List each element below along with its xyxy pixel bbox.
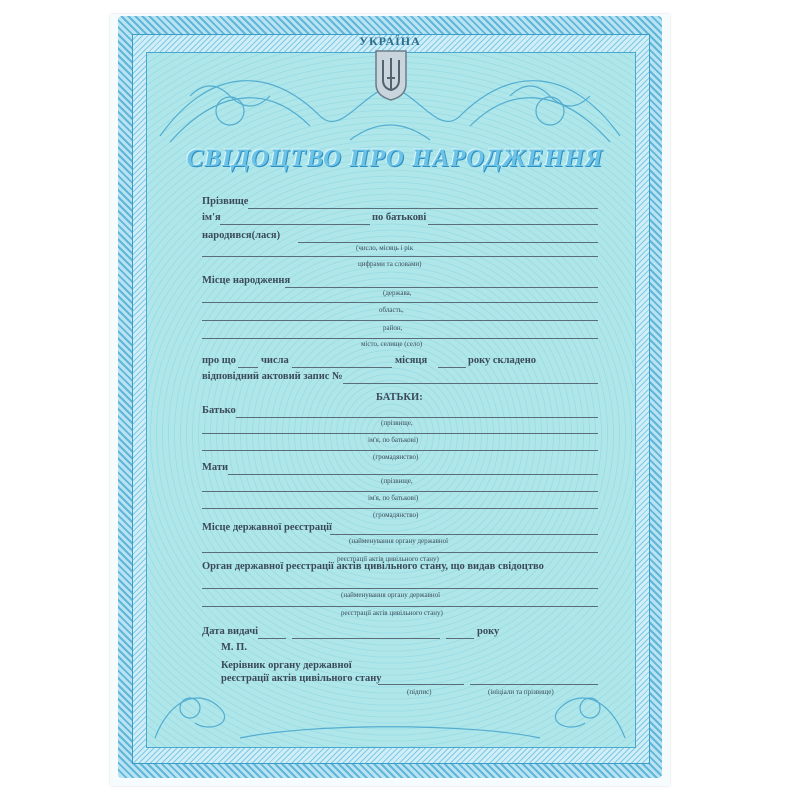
year-made-label: року складено [468, 355, 536, 366]
issue-month-line[interactable] [292, 638, 440, 639]
about-label: про що [202, 355, 236, 366]
initials-hint: (ініціали та прізвище) [488, 688, 554, 696]
birthplace-hint-region: область, [379, 306, 404, 314]
reg-place-hint-2: реєстрації актів цивільного стану) [337, 555, 439, 563]
signature-line[interactable] [378, 684, 464, 685]
birthplace-line-4[interactable] [202, 338, 598, 339]
surname-label: Прізвище [202, 196, 249, 207]
issue-year-line[interactable] [446, 638, 474, 639]
issue-day-line[interactable] [258, 638, 286, 639]
issuer-line-2[interactable] [202, 606, 598, 607]
father-hint-name: ім'я, по батькові) [368, 436, 419, 444]
stamp-label: М. П. [221, 642, 247, 653]
month-label: місяця [395, 355, 428, 366]
birthplace-hint-city: місто, селище (село) [361, 340, 423, 348]
trident-emblem-icon [373, 48, 409, 102]
signature-hint: (підпис) [407, 688, 432, 696]
mother-hint-surname: (прізвище, [381, 477, 413, 485]
day-line[interactable] [292, 367, 392, 368]
born-line[interactable] [298, 242, 598, 243]
year-label: року [477, 626, 500, 637]
issuer-label: Орган державної реєстрації актів цивільного стану, що видав свідоцтво [202, 561, 544, 572]
day-label: числа [261, 355, 289, 366]
birthplace-line[interactable] [285, 287, 598, 288]
reg-place-line[interactable] [330, 534, 598, 535]
issuer-hint: (найменування органу державної [341, 591, 441, 599]
mother-line[interactable] [228, 474, 598, 475]
father-hint-surname: (прізвище, [381, 419, 413, 427]
birthplace-line-2[interactable] [202, 302, 598, 303]
mother-hint-name: ім'я, по батькові) [368, 494, 419, 502]
born-label: народився(лася) [202, 230, 281, 241]
issue-date-label: Дата видачі [202, 626, 259, 637]
about-line[interactable] [238, 367, 258, 368]
patronymic-label: по батькові [372, 212, 427, 223]
parents-heading: БАТЬКИ: [376, 392, 423, 403]
birthplace-label: Місце народження [202, 275, 291, 286]
mother-label: Мати [202, 462, 229, 473]
birthplace-line-3[interactable] [202, 320, 598, 321]
surname-line[interactable] [248, 208, 598, 209]
name-line[interactable] [220, 224, 370, 225]
document-title: СВІДОЦТВО ПРО НАРОДЖЕННЯ [186, 145, 604, 172]
reg-place-line-2[interactable] [202, 552, 598, 553]
birthplace-hint-district: район, [383, 324, 403, 332]
reg-place-label: Місце державної реєстрації [202, 522, 332, 533]
month-line[interactable] [438, 367, 466, 368]
mother-hint-citizen: (громадянство) [373, 511, 419, 519]
name-label: ім'я [202, 212, 221, 223]
father-line-2[interactable] [202, 433, 598, 434]
act-record-line[interactable] [343, 383, 598, 384]
initials-line[interactable] [470, 684, 598, 685]
father-line-3[interactable] [202, 450, 598, 451]
head-label-1: Керівник органу державної [221, 660, 352, 671]
born-line-2[interactable] [202, 256, 598, 257]
father-line[interactable] [236, 417, 598, 418]
patronymic-line[interactable] [428, 224, 598, 225]
head-label-2: реєстрації актів цивільного стану [221, 673, 382, 684]
issuer-hint-2: реєстрації актів цивільного стану) [341, 609, 443, 617]
birthplace-hint-state: (держава, [383, 289, 412, 297]
issuer-line[interactable] [202, 588, 598, 589]
father-hint-citizen: (громадянство) [373, 453, 419, 461]
born-hint-2: цифрами та словами) [358, 260, 422, 268]
country-name: УКРАЇНА [359, 34, 421, 48]
mother-line-3[interactable] [202, 508, 598, 509]
mother-line-2[interactable] [202, 491, 598, 492]
father-label: Батько [202, 405, 236, 416]
act-record-label: відповідний актовий запис № [202, 371, 343, 382]
reg-place-hint: (найменування органу державної [349, 537, 449, 545]
born-hint: (число, місяць і рік [356, 244, 414, 252]
